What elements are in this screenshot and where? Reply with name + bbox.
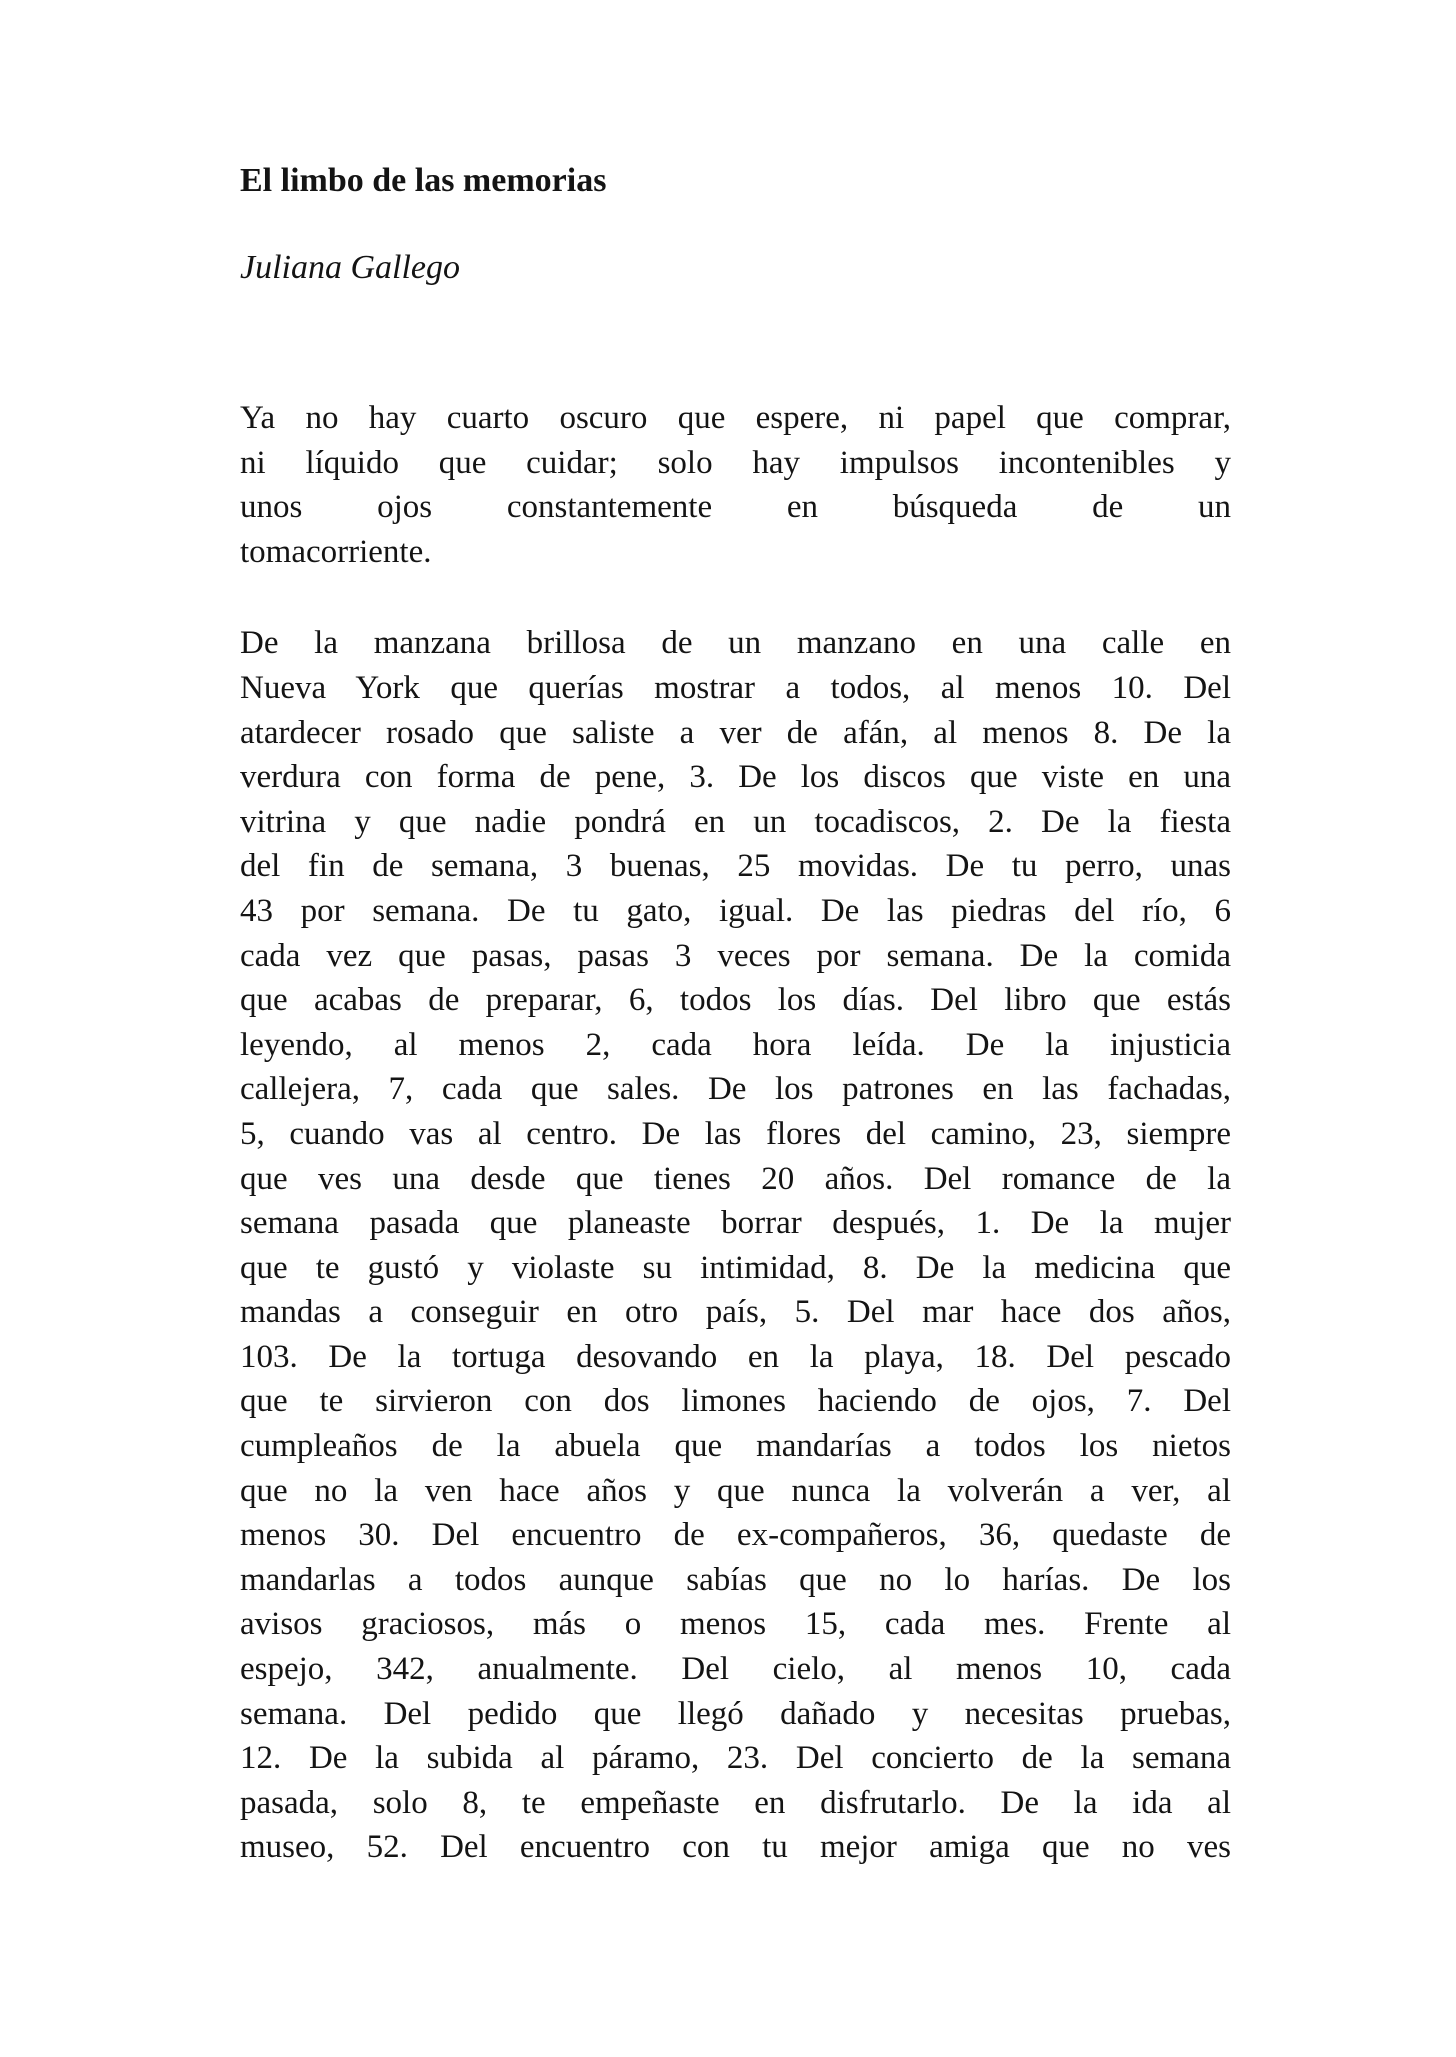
document-title: El limbo de las memorias [240, 162, 607, 199]
text-line: espejo, 342, anualmente. Del cielo, al menos 10, cada [240, 1651, 1231, 1688]
text-line: semana. Del pedido que llegó dañado y necesitas pruebas, [240, 1695, 1231, 1732]
text-line: 12. De la subida al páramo, 23. Del concierto de la semana [240, 1740, 1231, 1777]
text-line: que te gustó y violaste su intimidad, 8. De la medicina que [240, 1249, 1231, 1286]
text-line: tomacorriente. [240, 533, 432, 570]
text-line: cada vez que pasas, pasas 3 veces por semana. De la comida [240, 937, 1231, 974]
text-line: verdura con forma de pene, 3. De los discos que viste en una [240, 759, 1231, 796]
text-line: De la manzana brillosa de un manzano en una calle en [240, 625, 1231, 662]
text-line: 43 por semana. De tu gato, igual. De las piedras del río, 6 [240, 892, 1231, 929]
text-line: ni líquido que cuidar; solo hay impulsos incontenibles y [240, 444, 1231, 481]
text-line: 5, cuando vas al centro. De las flores del camino, 23, siempre [240, 1115, 1231, 1152]
text-line: 103. De la tortuga desovando en la playa, 18. Del pescado [240, 1338, 1231, 1375]
text-line: mandarlas a todos aunque sabías que no lo harías. De los [240, 1561, 1231, 1598]
text-line: unos ojos constantemente en búsqueda de un [240, 489, 1231, 526]
text-line: callejera, 7, cada que sales. De los patrones en las fachadas, [240, 1071, 1231, 1108]
text-line: que acabas de preparar, 6, todos los días. Del libro que estás [240, 982, 1231, 1019]
text-line: que no la ven hace años y que nunca la volverán a ver, al [240, 1472, 1231, 1509]
text-line: del fin de semana, 3 buenas, 25 movidas. De tu perro, unas [240, 848, 1231, 885]
text-line: menos 30. Del encuentro de ex-compañeros, 36, quedaste de [240, 1517, 1231, 1554]
text-line: semana pasada que planeaste borrar después, 1. De la mujer [240, 1205, 1231, 1242]
text-line: museo, 52. Del encuentro con tu mejor amiga que no ves [240, 1829, 1231, 1866]
text-line: mandas a conseguir en otro país, 5. Del mar hace dos años, [240, 1294, 1231, 1331]
text-line: avisos graciosos, más o menos 15, cada mes. Frente al [240, 1606, 1231, 1643]
paragraph [240, 621, 1231, 1870]
text-line: Nueva York que querías mostrar a todos, al menos 10. Del [240, 669, 1231, 706]
text-line: que ves una desde que tienes 20 años. Del romance de la [240, 1160, 1231, 1197]
text-line: vitrina y que nadie pondrá en un tocadiscos, 2. De la fiesta [240, 803, 1231, 840]
text-line: que te sirvieron con dos limones haciendo de ojos, 7. Del [240, 1383, 1231, 1420]
text-line: cumpleaños de la abuela que mandarías a todos los nietos [240, 1428, 1231, 1465]
text-line: leyendo, al menos 2, cada hora leída. De la injusticia [240, 1026, 1231, 1063]
text-line: pasada, solo 8, te empeñaste en disfrutarlo. De la ida al [240, 1784, 1231, 1821]
text-line: Ya no hay cuarto oscuro que espere, ni papel que comprar, [240, 400, 1231, 436]
document-author: Juliana Gallego [240, 249, 461, 286]
text-line: atardecer rosado que saliste a ver de afán, al menos 8. De la [240, 714, 1231, 751]
paragraph [240, 396, 1231, 574]
